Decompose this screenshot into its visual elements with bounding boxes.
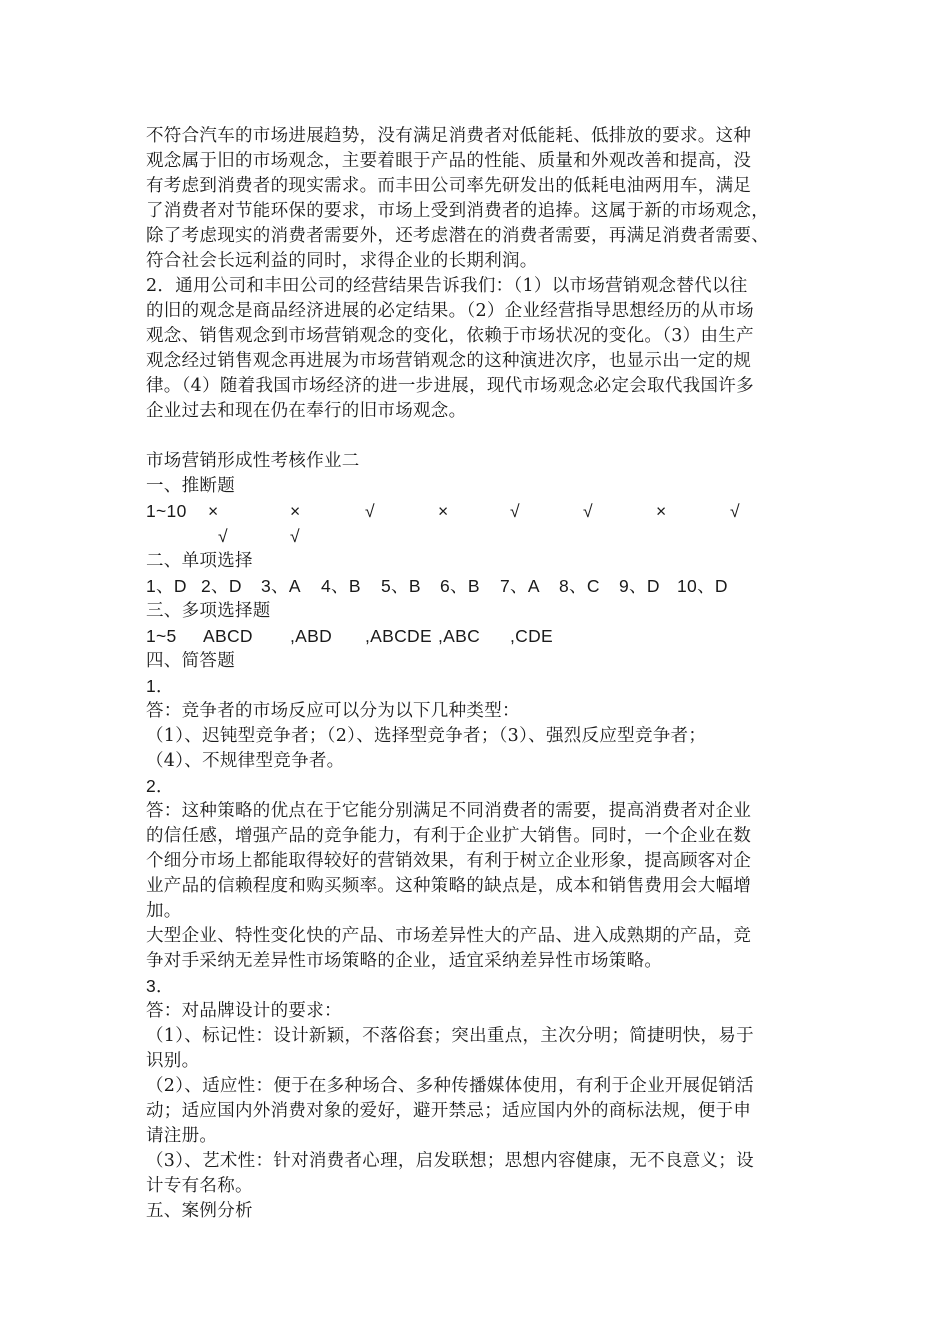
tf-mark: √ bbox=[730, 501, 740, 521]
section-heading-multiple-choice: 三、多项选择题 bbox=[146, 601, 271, 621]
tf-mark: √ bbox=[510, 501, 520, 521]
single-answer: 9、D bbox=[619, 576, 660, 596]
single-answer: 10、D bbox=[677, 576, 728, 596]
text-line: 计专有名称。 bbox=[146, 1176, 253, 1196]
text-line: 观念经过销售观念再进展为市场营销观念的这种演进次序，也显示出一定的规 bbox=[146, 351, 752, 371]
text-line: 律。（4）随着我国市场经济的进一步进展，现代市场观念必定会取代我国许多 bbox=[146, 376, 754, 396]
single-answer: 3、A bbox=[261, 576, 301, 596]
multi-answer: ,ABCDE bbox=[365, 626, 432, 646]
text-line: 观念属于旧的市场观念，主要着眼于产品的性能、质量和外观改善和提高，没 bbox=[146, 151, 752, 171]
text-line: 除了考虑现实的消费者需要外，还考虑潜在的消费者需要，再满足消费者需要、 bbox=[146, 226, 769, 246]
tf-mark: × bbox=[208, 501, 219, 521]
section-heading-case-analysis: 五、案例分析 bbox=[146, 1201, 253, 1221]
tf-mark: √ bbox=[365, 501, 375, 521]
text-line: （1）、迟钝型竞争者；（2）、选择型竞争者；（3）、强烈反应型竞争者； bbox=[146, 726, 707, 746]
question-number: 1． bbox=[146, 676, 174, 696]
multi-answer: ,ABD bbox=[290, 626, 333, 646]
text-line: 答：这种策略的优点在于它能分别满足不同消费者的需要，提高消费者对企业 bbox=[146, 801, 752, 821]
text-line: 答：对品牌设计的要求： bbox=[146, 1001, 342, 1021]
text-line: 符合社会长远利益的同时，求得企业的长期利润。 bbox=[146, 251, 538, 271]
homework-title: 市场营销形成性考核作业二 bbox=[146, 451, 360, 471]
text-line: （2）、适应性：便于在多种场合、多种传播媒体使用，有利于企业开展促销活 bbox=[146, 1076, 754, 1096]
text-line: 大型企业、特性变化快的产品、市场差异性大的产品、进入成熟期的产品，竞 bbox=[146, 926, 752, 946]
text-line: 2．通用公司和丰田公司的经营结果告诉我们：（1）以市场营销观念替代以往 bbox=[146, 276, 748, 296]
text-line: 了消费者对节能环保的要求，市场上受到消费者的追捧。这属于新的市场观念， bbox=[146, 201, 769, 221]
multi-answer: ABCD bbox=[203, 626, 253, 646]
single-choice-answers bbox=[146, 574, 846, 598]
multi-answer: ,ABC bbox=[438, 626, 481, 646]
tf-mark: √ bbox=[218, 526, 228, 546]
single-answer: 1、D bbox=[146, 576, 187, 596]
text-line: 加。 bbox=[146, 901, 182, 921]
question-number: 3． bbox=[146, 976, 174, 996]
single-answer: 5、B bbox=[381, 576, 421, 596]
tf-mark: √ bbox=[583, 501, 593, 521]
single-answer: 8、C bbox=[559, 576, 600, 596]
true-false-answers-row2 bbox=[146, 524, 846, 548]
multi-answer: ,CDE bbox=[510, 626, 554, 646]
tf-label: 1~10 bbox=[146, 501, 187, 521]
text-line: 有考虑到消费者的现实需求。而丰田公司率先研发出的低耗电油两用车，满足 bbox=[146, 176, 752, 196]
text-line: 观念、销售观念到市场营销观念的变化，依赖于市场状况的变化。（3）由生产 bbox=[146, 326, 754, 346]
multiple-choice-answers bbox=[146, 624, 846, 648]
single-answer: 6、B bbox=[440, 576, 480, 596]
section-heading-single-choice: 二、单项选择 bbox=[146, 551, 253, 571]
single-answer: 4、B bbox=[321, 576, 361, 596]
section-heading-judgment: 一、推断题 bbox=[146, 476, 235, 496]
text-line: 的信任感，增强产品的竞争能力，有利于企业扩大销售。同时，一个企业在数 bbox=[146, 826, 752, 846]
text-line: 企业过去和现在仍在奉行的旧市场观念。 bbox=[146, 401, 467, 421]
text-line: 争对手采纳无差异性市场策略的企业，适宜采纳差异性市场策略。 bbox=[146, 951, 663, 971]
question-number: 2． bbox=[146, 776, 174, 796]
text-line: 请注册。 bbox=[146, 1126, 218, 1146]
single-answer: 7、A bbox=[500, 576, 540, 596]
text-line: 答：竞争者的市场反应可以分为以下几种类型： bbox=[146, 701, 520, 721]
text-line: 的旧的观念是商品经济进展的必定结果。（2）企业经营指导思想经历的从市场 bbox=[146, 301, 754, 321]
text-line: 不符合汽车的市场进展趋势，没有满足消费者对低能耗、低排放的要求。这种 bbox=[146, 126, 752, 146]
tf-mark: √ bbox=[290, 526, 300, 546]
multi-label: 1~5 bbox=[146, 626, 177, 646]
text-line: （1）、标记性：设计新颖，不落俗套；突出重点，主次分明；简捷明快，易于 bbox=[146, 1026, 754, 1046]
tf-mark: × bbox=[656, 501, 667, 521]
text-line: （3）、艺术性：针对消费者心理，启发联想；思想内容健康，无不良意义；设 bbox=[146, 1151, 754, 1171]
text-line: 动；适应国内外消费对象的爱好，避开禁忌；适应国内外的商标法规，便于申 bbox=[146, 1101, 752, 1121]
tf-mark: × bbox=[438, 501, 449, 521]
true-false-answers-row1 bbox=[146, 499, 846, 523]
section-heading-short-answer: 四、简答题 bbox=[146, 651, 235, 671]
single-answer: 2、D bbox=[201, 576, 242, 596]
text-line: 识别。 bbox=[146, 1051, 200, 1071]
text-line: 业产品的信赖程度和购买频率。这种策略的缺点是，成本和销售费用会大幅增 bbox=[146, 876, 752, 896]
text-line: （4）、不规律型竞争者。 bbox=[146, 751, 345, 771]
text-line: 个细分市场上都能取得较好的营销效果，有利于树立企业形象，提高顾客对企 bbox=[146, 851, 752, 871]
tf-mark: × bbox=[290, 501, 301, 521]
